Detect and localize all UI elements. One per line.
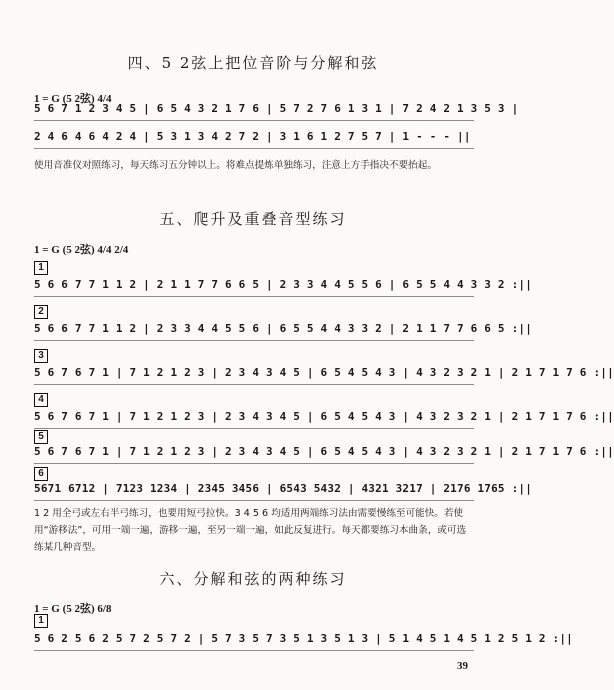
section-4-title: 四、5 2弦上把位音阶与分解和弦 — [127, 54, 379, 72]
exercise-3-notes: 5 6 7 6 7 1 | 7 1 2 1 2 3 | 2 3 4 3 4 5 | 6 5 4 5 4 3 | 4 3 2 3 2 1 | 2 1 7 1 7 6 :|| — [34, 366, 474, 386]
exercise-4-notes: 5 6 7 6 7 1 | 7 1 2 1 2 3 | 2 3 4 3 4 5 | 6 5 4 5 4 3 | 4 3 2 3 2 1 | 2 1 7 1 7 6 :|| — [34, 410, 474, 430]
section-4-key: 1 = G (5 2弦) 4/4 — [34, 93, 112, 105]
exercise-label-6-1: 1 — [34, 614, 48, 628]
section-5-title: 五、爬升及重叠音型练习 — [159, 210, 347, 228]
exercise-6-notes: 5671 6712 | 7123 1234 | 2345 3456 | 6543 5432 | 4321 3217 | 2176 1765 :|| — [34, 482, 474, 502]
section-4-instructions: 使用音准仪对照练习，每天练习五分钟以上。将难点提炼单独练习，注意上方手指决不要抬起。 — [34, 160, 437, 171]
section-6-title: 六、分解和弦的两种练习 — [159, 570, 347, 588]
section-6-key: 1 = G (5 2弦) 6/8 — [34, 603, 112, 615]
exercise-2-notes: 5 6 6 7 7 1 1 2 | 2 3 3 4 4 5 5 6 | 6 5 5 4 4 3 3 2 | 2 1 1 7 7 6 6 5 :|| — [34, 322, 474, 342]
section-5-instructions: 1 2 用全弓或左右半弓练习，也要用短弓拉快。3 4 5 6 均适用两端练习法由需要慢练至可能快。若使用“游移法”，可用一端一遍，游移一遍，至另一端一遍，如此反复进行。每天都要练习本曲条，或可选练某几种音型。 — [34, 508, 467, 553]
page-number: 39 — [457, 660, 468, 672]
exercise-label-6: 6 — [34, 467, 48, 481]
section-4-line-1: 5 6 7 1 2 3 4 5 | 6 5 4 3 2 1 7 6 | 5 7 2 7 6 1 3 1 | 7 2 4 2 1 3 5 3 | — [34, 102, 474, 122]
exercise-5-notes: 5 6 7 6 7 1 | 7 1 2 1 2 3 | 2 3 4 3 4 5 | 6 5 4 5 4 3 | 4 3 2 3 2 1 | 2 1 7 1 7 6 :|| — [34, 445, 474, 465]
section-5-key: 1 = G (5 2弦) 4/4 2/4 — [34, 244, 129, 256]
exercise-1-notes: 5 6 6 7 7 1 1 2 | 2 1 1 7 7 6 6 5 | 2 3 3 4 4 5 5 6 | 6 5 5 4 4 3 3 2 :|| — [34, 278, 474, 298]
section-6-exercise-1-notes: 5 6 2 5 6 2 5 7 2 5 7 2 | 5 7 3 5 7 3 5 1 3 5 1 3 | 5 1 4 5 1 4 5 1 2 5 1 2 :|| — [34, 632, 474, 652]
section-4-line-2: 2 4 6 4 6 4 2 4 | 5 3 1 3 4 2 7 2 | 3 1 6 1 2 7 5 7 | 1 - - - || — [34, 130, 474, 150]
exercise-label-1: 1 — [34, 261, 48, 275]
exercise-label-5: 5 — [34, 430, 48, 444]
exercise-label-3: 3 — [34, 349, 48, 363]
exercise-label-4: 4 — [34, 393, 48, 407]
exercise-label-2: 2 — [34, 305, 48, 319]
